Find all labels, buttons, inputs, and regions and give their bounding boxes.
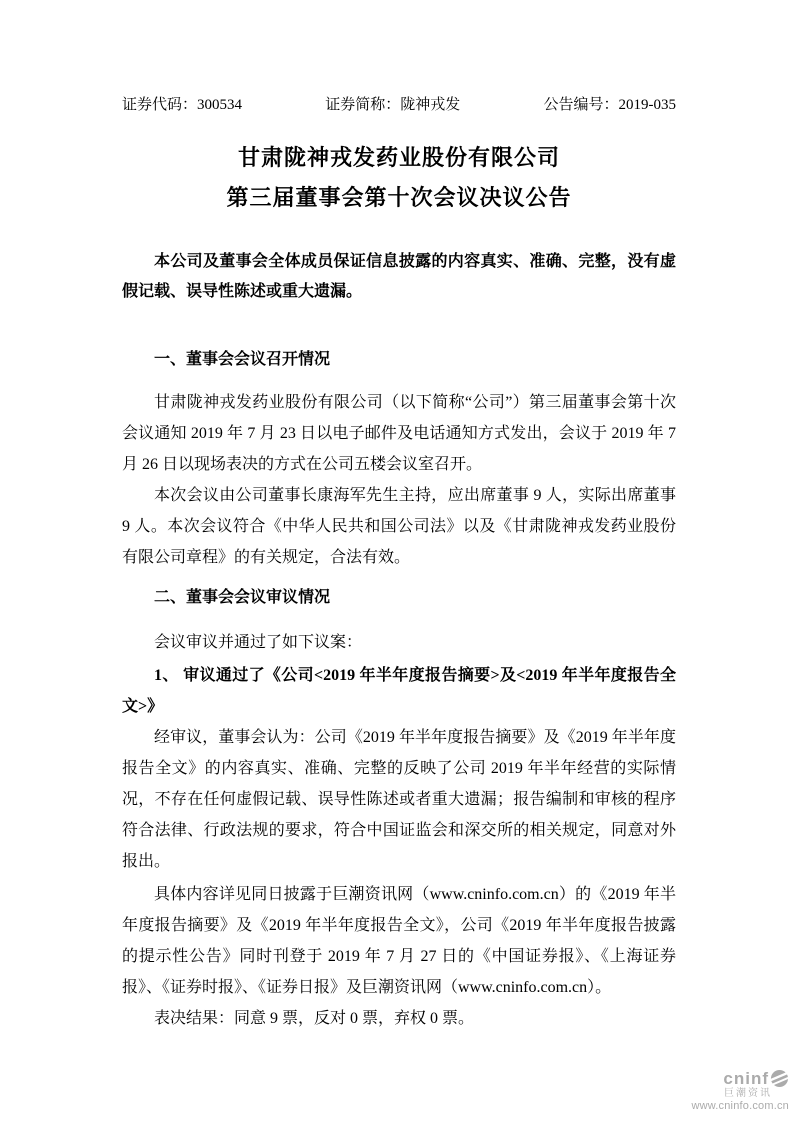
cninfo-chinese-name: 巨潮资讯 [724, 1088, 772, 1099]
meeting-resolution-title: 第三届董事会第十次会议决议公告 [226, 185, 572, 210]
stock-code: 证券代码：300534 [122, 97, 243, 113]
paragraph-meeting-notice: 甘肃陇神戎发药业股份有限公司（以下简称“公司”）第三届董事会第十次会议通知 2019 年 7 月 23 日以电子邮件及电话通知方式发出，会议于 2019 年 7 月 26 日以现场表决的方式在公司五楼会议室召开。 [122, 394, 676, 473]
document-header [122, 95, 676, 115]
section-heading-1: 一、董事会会议召开情况 [154, 351, 331, 368]
cninfo-brand-text: cninf [723, 1068, 769, 1088]
cninfo-watermark [691, 1069, 789, 1113]
stock-short-name: 证券简称：陇神戎发 [325, 97, 461, 113]
paragraph-voting-result: 表决结果：同意 9 票，反对 0 票，弃权 0 票。 [154, 1010, 475, 1027]
disclosure-notice: 本公司及董事会全体成员保证信息披露的内容真实、准确、完整，没有虚假记载、误导性陈述或重大遗漏。 [122, 253, 676, 300]
paragraph-resolutions-intro: 会议审议并通过了如下议案： [154, 634, 363, 651]
cninfo-url: www.cninfo.com.cn [691, 1100, 789, 1112]
resolution-item-1: 1、 审议通过了《公司<2019 年半年度报告摘要>及<2019 年半年度报告全文>》 [122, 667, 676, 715]
cninfo-swirl-icon [770, 1069, 789, 1088]
paragraph-disclosure-details: 具体内容详见同日披露于巨潮资讯网（www.cninfo.com.cn）的《2019 年半年度报告摘要》及《2019 年半年度报告全文》，公司《2019 年半年度报告披露的提示性公告》同时刊登于 2019 年 7 月 27 日的《中国证券报》、《上海证券报》、《证券时报》、《证券日报》及巨潮资讯网（www.cninfo.com.cn）。 [122, 886, 676, 996]
cninfo-brand-row [691, 1069, 789, 1088]
company-name-title: 甘肃陇神戎发药业股份有限公司 [237, 145, 560, 170]
paragraph-board-opinion: 经审议，董事会认为：公司《2019 年半年度报告摘要》及《2019 年半年度报告全文》的内容真实、准确、完整的反映了公司 2019 年半年经营的实际情况，不存在任何虚假记载、误导性陈述或者重大遗漏；报告编制和审核的程序符合法律、行政法规的要求，符合中国证监会和深交所的相关规定，同意对外报出。 [122, 729, 676, 870]
paragraph-meeting-attendance: 本次会议由公司董事长康海军先生主持，应出席董事 9 人，实际出席董事 9 人。本次会议符合《中华人民共和国公司法》以及《甘肃陇神戎发药业股份有限公司章程》的有关规定，合法有效。 [122, 487, 676, 566]
section-heading-2: 二、董事会会议审议情况 [154, 589, 331, 606]
document-title [122, 138, 676, 218]
announcement-number: 公告编号：2019-035 [543, 97, 676, 113]
